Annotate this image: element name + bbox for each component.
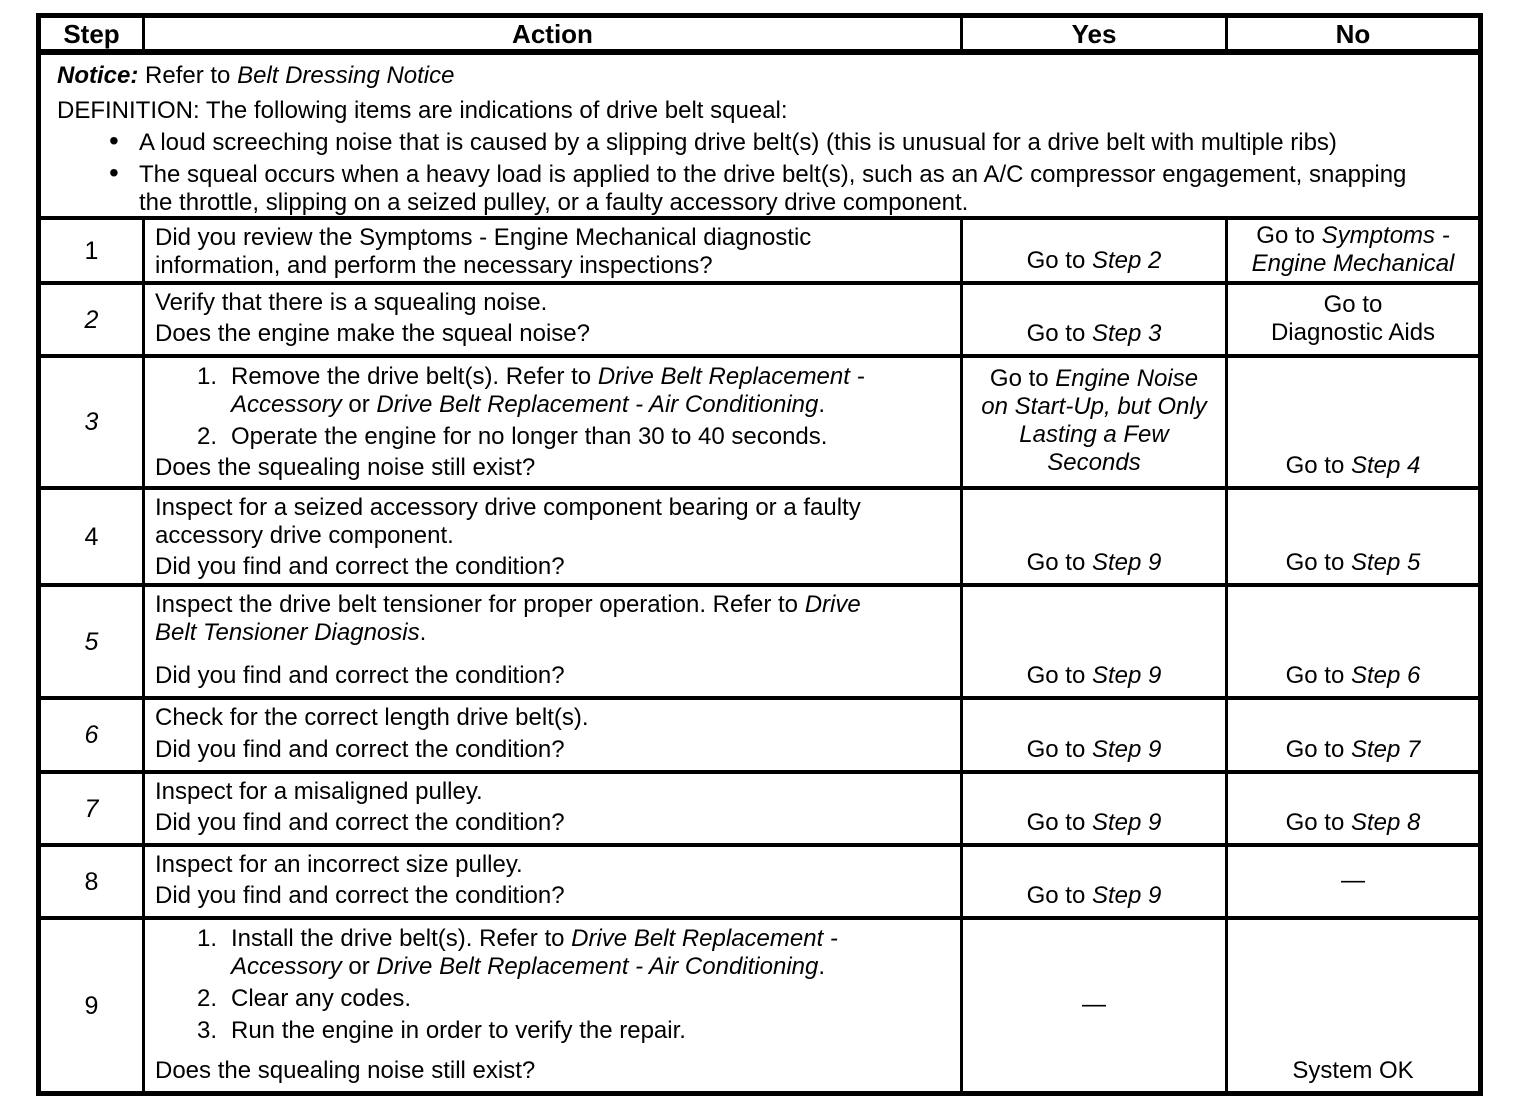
yes-cell-text [971, 662, 1217, 690]
step-cell [41, 220, 142, 281]
text-segment: Did you find and correct the condition? [155, 809, 565, 836]
step-cell [41, 847, 142, 916]
step-cell [41, 285, 142, 354]
text-segment: Inspect for an incorrect size pulley. [155, 851, 523, 878]
list-item-text [231, 423, 950, 451]
notice-row [41, 55, 1478, 216]
list-item-text [231, 1017, 950, 1045]
action-text [155, 494, 950, 550]
yes-cell [963, 587, 1225, 696]
text-segment: Step 4 [1350, 452, 1421, 479]
list-item [155, 985, 950, 1013]
text-segment: Diagnostic Aids [1270, 318, 1436, 346]
text-segment: Does the squealing noise still exist? [155, 1057, 536, 1084]
no-cell-text [1236, 867, 1470, 895]
list-item-number: 2. [197, 985, 218, 1012]
text-segment: Verify that there is a squealing noise. [155, 289, 548, 316]
text-segment: Go to [1026, 809, 1092, 836]
text-segment: Operate the engine for no longer than 30 to 40 seconds. [231, 423, 828, 450]
no-cell [1228, 490, 1478, 583]
no-cell-text [1236, 452, 1470, 480]
no-cell-text [1236, 662, 1470, 690]
yes-cell [963, 700, 1225, 770]
yes-cell-text [971, 809, 1217, 837]
text-segment: Step 5 [1350, 549, 1421, 576]
no-cell-text [1236, 809, 1470, 837]
text-segment: Step 3 [1091, 320, 1162, 347]
action-cell [145, 220, 960, 281]
text-segment: . [818, 391, 826, 418]
list-item-text [231, 925, 950, 981]
definition-bullet [105, 129, 1462, 157]
step-number: 8 [84, 867, 99, 896]
notice-label: Notice: [57, 62, 139, 89]
step-number: 6 [84, 721, 99, 749]
list-item-text [231, 985, 950, 1013]
text-segment: Go to [1285, 736, 1351, 763]
yes-cell [963, 774, 1225, 843]
question-text [155, 454, 950, 482]
no-cell-text [1236, 1057, 1470, 1085]
question-text [155, 809, 950, 837]
step-number: 4 [84, 522, 99, 551]
text-segment: Accessory [231, 391, 342, 418]
text-segment: Go to [1026, 662, 1092, 689]
text-segment: or [341, 953, 377, 980]
action-cell [145, 920, 960, 1091]
header-no: No [1228, 18, 1478, 51]
text-segment: Go to [989, 365, 1056, 392]
no-cell [1228, 285, 1478, 354]
text-segment: A loud screeching noise that is caused by a slipping drive belt(s) (this is unusual for a drive belt with multiple ribs) [139, 129, 1337, 156]
question-text [155, 320, 950, 348]
text-segment: Inspect for a seized accessory drive component bearing or a faulty [155, 494, 861, 521]
list-item-number: 3. [197, 1017, 218, 1044]
no-cell [1228, 220, 1478, 281]
step-cell [41, 490, 142, 583]
text-segment: Install the drive belt(s). Refer to [231, 925, 572, 952]
header-yes: Yes [963, 18, 1225, 51]
text-segment: Remove the drive belt(s). Refer to [231, 363, 598, 390]
text-segment: Drive Belt Replacement - [571, 925, 838, 952]
question-text [155, 736, 950, 764]
action-cell [145, 774, 960, 843]
text-segment: Symptoms - [1321, 221, 1450, 249]
list-item-number: 1. [197, 363, 218, 390]
step-number: 9 [84, 991, 99, 1020]
notice-reference: Belt Dressing Notice [237, 62, 455, 89]
step-number: 2 [84, 305, 99, 334]
yes-cell [963, 285, 1225, 354]
step-cell [41, 774, 142, 843]
text-segment: Go to [1285, 549, 1351, 576]
text-segment: Check for the correct length drive belt(s). [155, 704, 589, 731]
definition-line: DEFINITION: The following items are indications of drive belt squeal: [57, 97, 788, 124]
text-segment: or [341, 391, 377, 418]
text-segment: Step 9 [1091, 882, 1162, 909]
action-text [155, 224, 950, 280]
no-cell [1228, 700, 1478, 770]
yes-cell [963, 847, 1225, 916]
text-segment: The squeal occurs when a heavy load is applied to the drive belt(s), such as an A/C compressor engagement, snapping [139, 161, 1407, 188]
text-segment: Did you find and correct the condition? [155, 736, 565, 763]
text-segment: Did you find and correct the condition? [155, 662, 565, 689]
question-text [155, 553, 950, 581]
text-segment: Step 2 [1091, 247, 1162, 274]
list-item-number: 1. [197, 925, 218, 952]
text-segment: Accessory [231, 953, 342, 980]
yes-cell-text [971, 320, 1217, 348]
list-item [155, 423, 950, 451]
text-segment: information, and perform the necessary inspections? [155, 252, 713, 279]
text-segment: Go to [1026, 320, 1092, 347]
text-segment: Go to [1285, 809, 1351, 836]
no-cell-text [1236, 222, 1470, 278]
text-segment: . [419, 619, 427, 646]
text-segment: Step 6 [1350, 662, 1421, 689]
text-segment: Drive Belt Replacement - Air Conditioning [376, 953, 819, 980]
notice-line [57, 62, 1462, 90]
step-cell [41, 700, 142, 770]
no-cell [1228, 358, 1478, 486]
action-text [155, 778, 950, 806]
list-item [155, 1017, 950, 1045]
text-segment: Step 9 [1091, 809, 1162, 836]
question-text [155, 882, 950, 910]
yes-cell-text [971, 247, 1217, 275]
step-cell [41, 358, 142, 486]
text-segment: Does the engine make the squeal noise? [155, 320, 590, 347]
yes-cell-text [971, 991, 1217, 1019]
no-cell [1228, 587, 1478, 696]
no-cell-text [1236, 736, 1470, 764]
list-item-number: 2. [197, 423, 218, 450]
list-item-text [231, 363, 950, 419]
no-cell-text [1236, 291, 1470, 347]
header-step: Step [41, 18, 142, 51]
action-cell [145, 358, 960, 486]
text-segment: Clear any codes. [231, 985, 412, 1012]
list-item [155, 363, 950, 419]
text-segment: Drive Belt Replacement - Air Conditioning [376, 391, 819, 418]
definition-bullets [57, 129, 1462, 216]
text-segment: Step 8 [1350, 809, 1421, 836]
action-text [155, 851, 950, 879]
no-cell [1228, 847, 1478, 916]
text-segment: Did you find and correct the condition? [155, 553, 565, 580]
text-segment: Go to [1285, 662, 1351, 689]
yes-cell-text [971, 365, 1217, 477]
step-number: 5 [84, 627, 99, 656]
text-segment: — [1341, 866, 1365, 894]
diagnostic-table [36, 13, 1483, 1096]
text-segment: Engine Mechanical [1251, 249, 1455, 277]
text-segment: Does the squealing noise still exist? [155, 454, 536, 481]
text-segment: Inspect for a misaligned pulley. [155, 778, 483, 805]
text-segment: Go to [1285, 452, 1351, 479]
text-segment: System OK [1292, 1057, 1414, 1084]
no-cell [1228, 774, 1478, 843]
text-segment: Did you review the Symptoms - Engine Mechanical diagnostic [155, 224, 812, 251]
text-segment: the throttle, slipping on a seized pulley, or a faulty accessory drive component. [139, 189, 969, 216]
question-text [155, 1057, 950, 1085]
no-cell [1228, 920, 1478, 1091]
text-segment: Step 9 [1091, 549, 1162, 576]
action-cell [145, 490, 960, 583]
text-segment: Inspect the drive belt tensioner for proper operation. Refer to [155, 591, 805, 618]
yes-cell [963, 220, 1225, 281]
step-number: 1 [84, 236, 99, 265]
action-cell [145, 700, 960, 770]
notice-refer-text: Refer to [138, 62, 238, 89]
text-segment: Go to [1026, 736, 1092, 763]
text-segment: Lasting a Few [1019, 421, 1169, 448]
no-cell-text [1236, 549, 1470, 577]
yes-cell-text [971, 736, 1217, 764]
yes-cell [963, 920, 1225, 1091]
text-segment: Drive Belt Replacement - [597, 363, 865, 390]
action-cell [145, 587, 960, 696]
text-segment: accessory drive component. [155, 522, 454, 549]
text-segment: Go to [1323, 290, 1383, 318]
text-segment: Drive [804, 591, 861, 618]
text-segment: Seconds [1047, 449, 1141, 476]
yes-cell [963, 490, 1225, 583]
question-text [155, 662, 950, 690]
text-segment: Go to [1256, 221, 1322, 249]
yes-cell-text [971, 549, 1217, 577]
text-segment: Go to [1026, 549, 1092, 576]
definition-bullet [105, 161, 1462, 216]
action-cell [145, 285, 960, 354]
text-segment: Engine Noise [1055, 365, 1199, 392]
action-text [155, 591, 950, 647]
text-segment: Run the engine in order to verify the repair. [231, 1017, 686, 1044]
list-item [155, 925, 950, 981]
action-text [155, 289, 950, 317]
text-segment: Go to [1026, 247, 1092, 274]
step-number: 7 [84, 794, 99, 823]
text-segment: Step 7 [1350, 736, 1421, 763]
yes-cell-text [971, 882, 1217, 910]
action-cell [145, 847, 960, 916]
text-segment: . [818, 953, 826, 980]
action-text [155, 704, 950, 732]
step-cell [41, 920, 142, 1091]
text-segment: Go to [1026, 882, 1092, 909]
text-segment: Did you find and correct the condition? [155, 882, 565, 909]
yes-cell [963, 358, 1225, 486]
header-action: Action [145, 18, 960, 51]
step-cell [41, 587, 142, 696]
text-segment: Step 9 [1091, 662, 1162, 689]
step-number: 3 [84, 408, 99, 436]
text-segment: — [1082, 990, 1106, 1018]
text-segment: on Start-Up, but Only [981, 393, 1207, 420]
text-segment: Belt Tensioner Diagnosis [155, 619, 420, 646]
text-segment: Step 9 [1091, 736, 1162, 763]
